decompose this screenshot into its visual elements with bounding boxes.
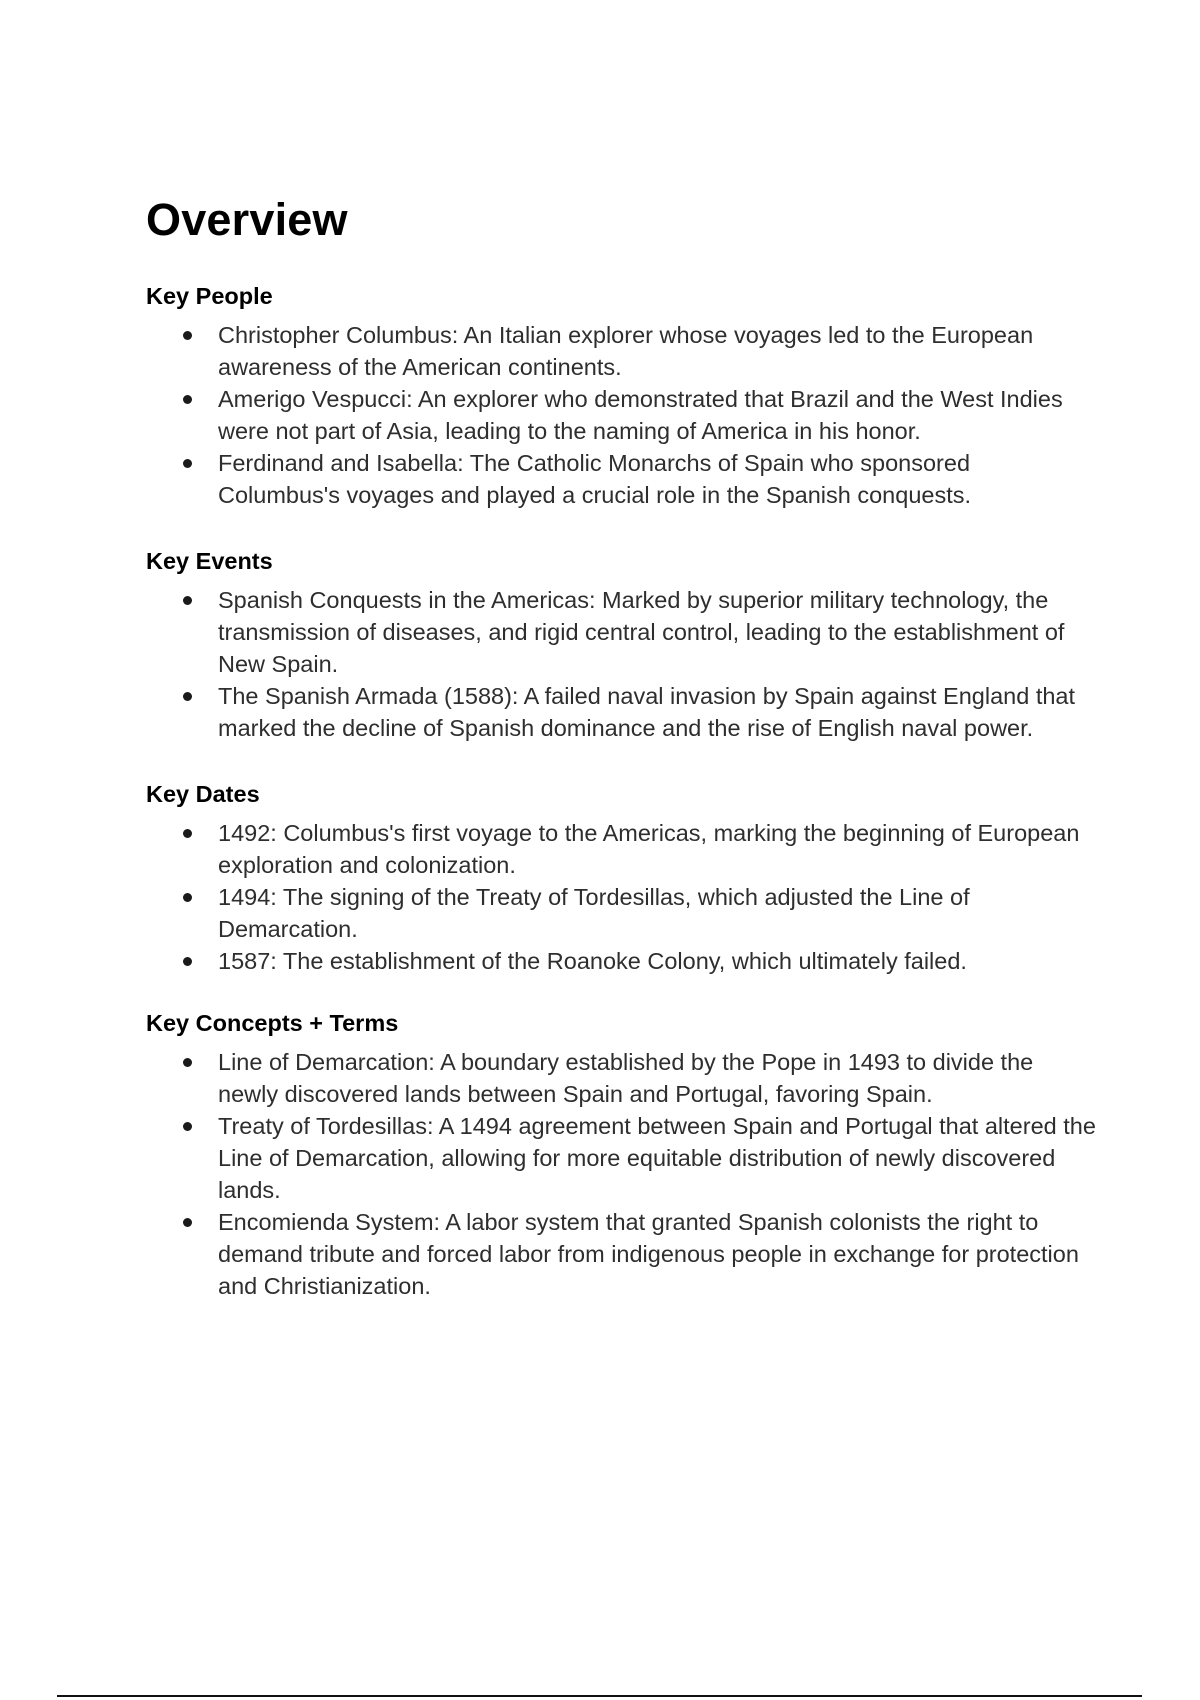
list-item	[146, 1206, 1096, 1302]
section-key-concepts-terms	[146, 1008, 1096, 1302]
list-item-text: 1494: The signing of the Treaty of Tordesillas, which adjusted the Line of Demarcation.	[218, 884, 970, 942]
list-item	[146, 817, 1096, 881]
section-key-dates	[146, 779, 1096, 977]
footer-divider	[57, 1695, 1142, 1697]
list-item-text: 1492: Columbus's first voyage to the Americas, marking the beginning of European exploration and colonization.	[218, 820, 1080, 878]
list-item	[146, 584, 1096, 680]
bullet-icon	[183, 596, 192, 605]
list-item	[146, 319, 1096, 383]
list-item-text: The Spanish Armada (1588): A failed naval invasion by Spain against England that marked the decline of Spanish dominance and the rise of English naval power.	[218, 683, 1076, 741]
section-heading: Key Concepts + Terms	[146, 1010, 399, 1036]
bullet-icon	[183, 1058, 192, 1067]
bullet-icon	[183, 829, 192, 838]
bullet-icon	[183, 1218, 192, 1227]
list-item-text: Line of Demarcation: A boundary established by the Pope in 1493 to divide the newly discovered lands between Spain and Portugal, favoring Spain.	[218, 1049, 1034, 1107]
section-key-people	[146, 281, 1096, 511]
bullet-list	[146, 319, 1096, 511]
bullet-icon	[183, 331, 192, 340]
list-item-text: Amerigo Vespucci: An explorer who demonstrated that Brazil and the West Indies were not part of Asia, leading to the naming of America in his honor.	[218, 386, 1063, 444]
section-key-events	[146, 546, 1096, 744]
list-item	[146, 383, 1096, 447]
list-item-text: 1587: The establishment of the Roanoke Colony, which ultimately failed.	[218, 948, 967, 974]
list-item	[146, 1110, 1096, 1206]
list-item	[146, 881, 1096, 945]
bullet-list	[146, 1046, 1096, 1302]
page-title: Overview	[146, 194, 348, 245]
list-item-text: Encomienda System: A labor system that granted Spanish colonists the right to demand tribute and forced labor from indigenous people in exchange for protection and Christianization.	[218, 1209, 1079, 1299]
bullet-list	[146, 817, 1096, 977]
document-content	[146, 192, 1096, 1302]
bullet-icon	[183, 893, 192, 902]
list-item-text: Treaty of Tordesillas: A 1494 agreement between Spain and Portugal that altered the Line of Demarcation, allowing for more equitable distribution of newly discovered lands.	[218, 1113, 1096, 1203]
section-heading: Key People	[146, 283, 273, 309]
bullet-icon	[183, 395, 192, 404]
section-heading: Key Events	[146, 548, 273, 574]
list-item	[146, 447, 1096, 511]
list-item	[146, 680, 1096, 744]
section-heading: Key Dates	[146, 781, 260, 807]
list-item-text: Spanish Conquests in the Americas: Marked by superior military technology, the transmission of diseases, and rigid central control, leading to the establishment of New Spain.	[218, 587, 1065, 677]
bullet-icon	[183, 692, 192, 701]
bullet-icon	[183, 1122, 192, 1131]
list-item	[146, 1046, 1096, 1110]
list-item-text: Christopher Columbus: An Italian explorer whose voyages led to the European awareness of the American continents.	[218, 322, 1034, 380]
bullet-icon	[183, 459, 192, 468]
list-item-text: Ferdinand and Isabella: The Catholic Monarchs of Spain who sponsored Columbus's voyages and played a crucial role in the Spanish conquests.	[218, 450, 972, 508]
list-item	[146, 945, 1096, 977]
bullet-icon	[183, 957, 192, 966]
bullet-list	[146, 584, 1096, 744]
